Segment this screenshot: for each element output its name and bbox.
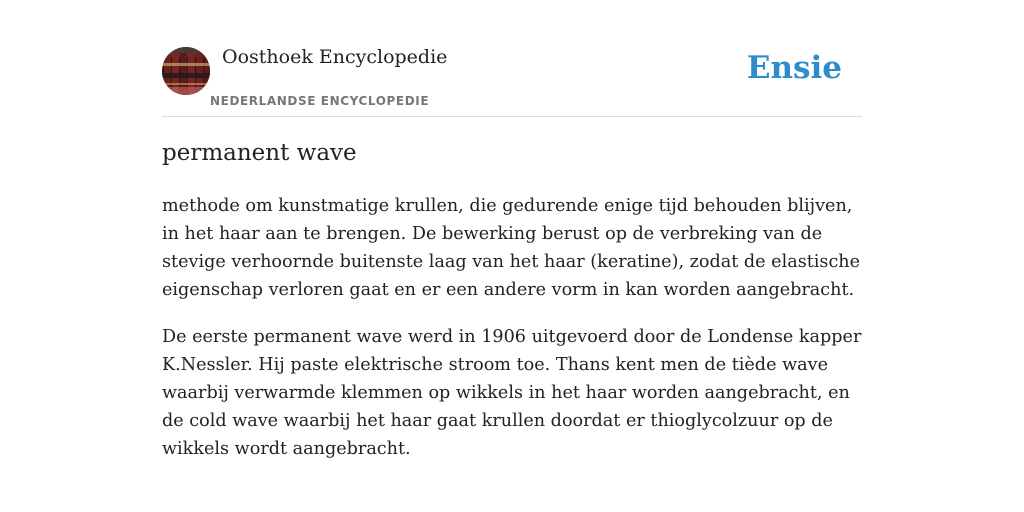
encyclopedia-books-icon[interactable] <box>162 47 210 95</box>
article-paragraph-2: De eerste permanent wave werd in 1906 uitgevoerd door de Londense kapper K.Nessler. Hij paste elektrische stroom toe. Thans kent men de tiède wave waarbij verwarmde klemmen op wikkels in het haar worden aangebracht, en de cold wave waarbij het haar gaat krullen doordat er thioglycolzuur op de wikkels wordt aangebracht. <box>162 327 862 459</box>
article-title: permanent wave <box>162 140 357 166</box>
page <box>162 0 862 459</box>
ensie-logo-link[interactable]: Ensie <box>746 50 842 86</box>
site-header <box>162 0 862 117</box>
site-subtitle: NEDERLANDSE ENCYCLOPEDIE <box>210 94 430 108</box>
article-paragraph-1: methode om kunstmatige krullen, die gedurende enige tijd behouden blijven, in het haar aan te brengen. De bewerking berust op de verbreking van de stevige verhoornde buitenste laag van het haar (keratine), zodat de elastische eigenschap verloren gaat en er een andere vorm in kan worden aangebracht. <box>162 196 861 300</box>
site-title[interactable]: Oosthoek Encyclopedie <box>222 46 448 68</box>
